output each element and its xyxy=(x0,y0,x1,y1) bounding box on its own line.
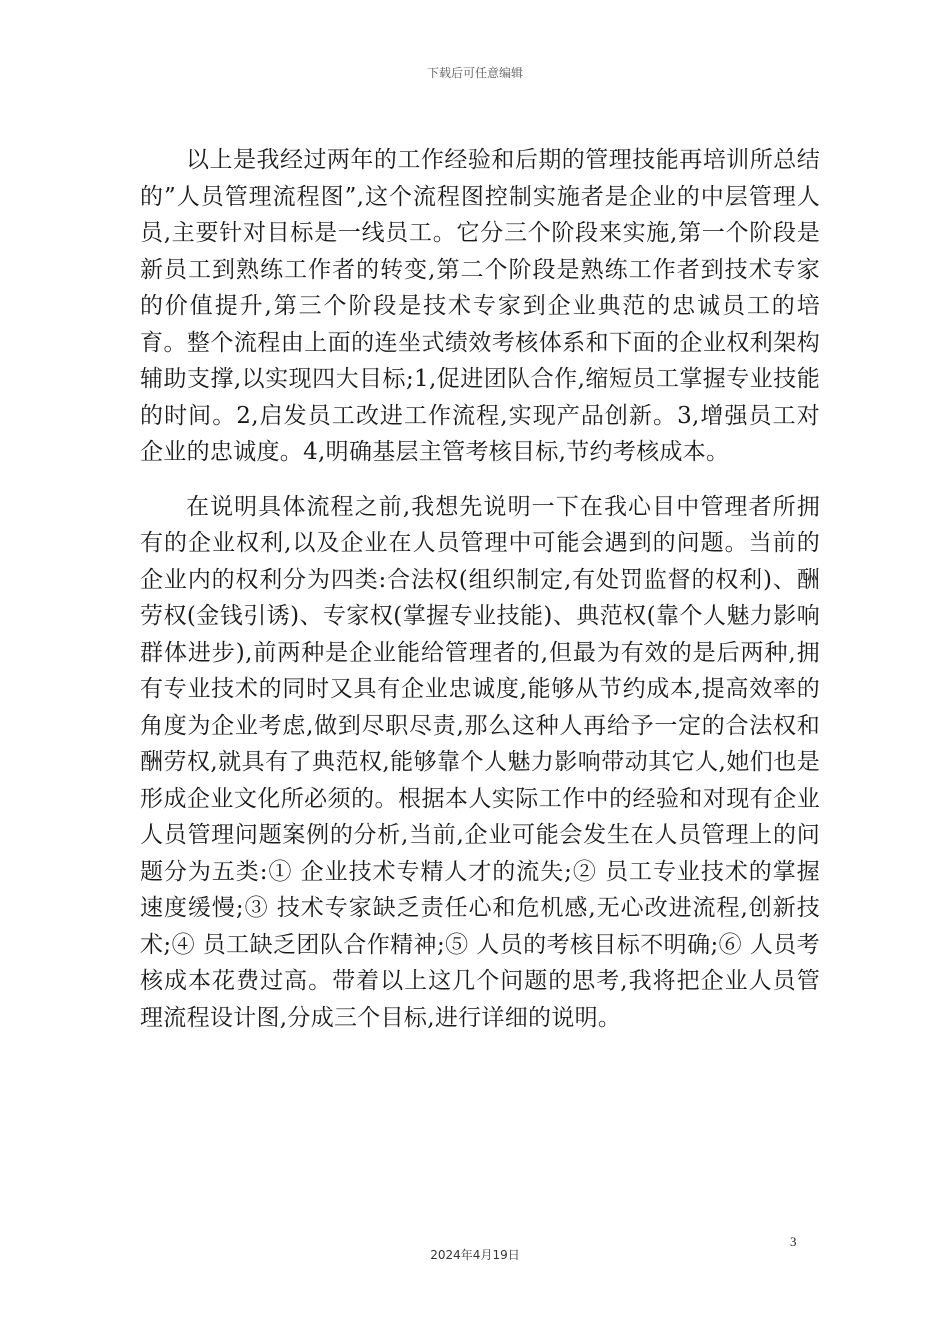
document-body xyxy=(140,142,820,1054)
paragraph-2: 在说明具体流程之前,我想先说明一下在我心目中管理者所拥有的企业权利,以及企业在人员管理中可能会遇到的问题。当前的企业内的权利分为四类:合法权(组织制定,有处罚监督的权利)、酬劳权(金钱引诱)、专家权(掌握专业技能)、典范权(靠个人魅力影响群体进步),前两种是企业能给管理者的,但最为有效的是后两种,拥有专业技术的同时又具有企业忠诚度,能够从节约成本,提高效率的角度为企业考虑,做到尽职尽责,那么这种人再给予一定的合法权和酬劳权,就具有了典范权,能够靠个人魅力影响带动其它人,她们也是形成企业文化所必须的。根据本人实际工作中的经验和对现有企业人员管理问题案例的分析,当前,企业可能会发生在人员管理上的问题分为五类:① 企业技术专精人才的流失;② 员工专业技术的掌握速度缓慢;③ 技术专家缺乏责任心和危机感,无心改进流程,创新技术;④ 员工缺乏团队合作精神;⑤ 人员的考核目标不明确;⑥ 人员考核成本花费过高。带着以上这几个问题的思考,我将把企业人员管理流程设计图,分成三个目标,进行详细的说明。 xyxy=(140,493,820,1031)
page-header: 下载后可任意编辑 xyxy=(426,66,523,80)
page-footer-date: 2024年4月19日 xyxy=(430,1248,520,1262)
page-number: 3 xyxy=(790,1234,797,1249)
paragraph-1: 以上是我经过两年的工作经验和后期的管理技能再培训所总结的”人员管理流程图”,这个流程图控制实施者是企业的中层管理人员,主要针对目标是一线员工。它分三个阶段来实施,第一个阶段是新员工到熟练工作者的转变,第二个阶段是熟练工作者到技术专家的价值提升,第三个阶段是技术专家到企业典范的忠诚员工的培育。整个流程由上面的连坐式绩效考核体系和下面的企业权利架构辅助支撑,以实现四大目标;1,促进团队合作,缩短员工掌握专业技能的时间。2,启发员工改进工作流程,实现产品创新。3,增强员工对企业的忠诚度。4,明确基层主管考核目标,节约考核成本。 xyxy=(140,147,820,465)
